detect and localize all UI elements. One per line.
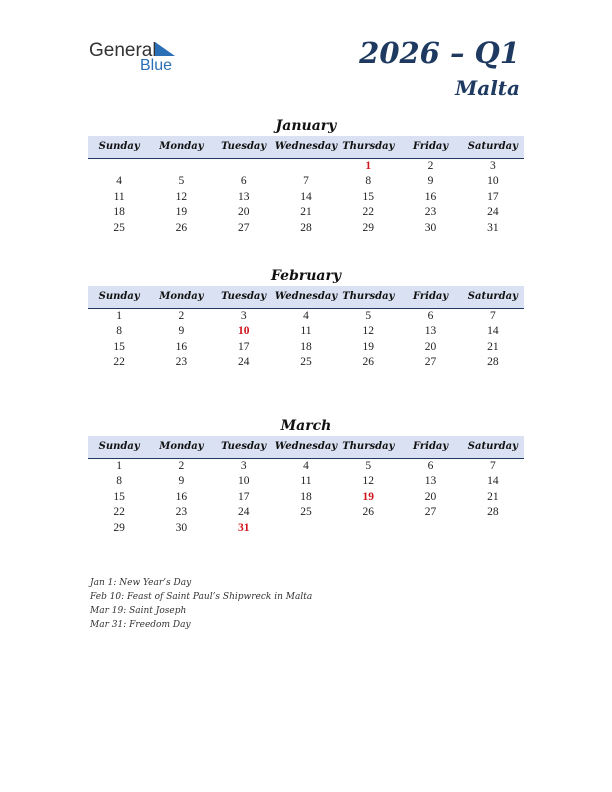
weekday-label: Monday <box>159 441 204 452</box>
day-cell: 21 <box>487 490 499 503</box>
day-cell: 10 <box>487 175 499 188</box>
day-cell <box>337 521 399 536</box>
month-january <box>88 116 524 236</box>
weekday-label: Wednesday <box>274 141 338 152</box>
day-cell: 17 <box>237 490 250 503</box>
generalblue-logo <box>89 40 173 74</box>
day-cell: 19 <box>175 206 188 219</box>
week-row <box>88 309 524 324</box>
day-cell: 15 <box>113 340 125 353</box>
day-cell: 6 <box>427 310 434 322</box>
day-cell: 25 <box>113 221 125 234</box>
day-cell: 6 <box>240 175 247 188</box>
day-cell: 26 <box>362 356 375 369</box>
day-cell <box>399 521 461 536</box>
day-cell: 3 <box>240 460 247 472</box>
weekday-header-row <box>88 286 524 309</box>
day-cell: 28 <box>300 221 312 234</box>
day-cell: 5 <box>365 460 372 472</box>
day-cell: 8 <box>116 325 123 338</box>
day-cell: 9 <box>427 175 434 188</box>
week-row <box>88 459 524 474</box>
day-cell: 1 <box>116 310 123 322</box>
day-cell <box>462 521 524 536</box>
weekday-label: Wednesday <box>274 441 338 452</box>
day-cell: 18 <box>113 206 125 219</box>
day-cell: 7 <box>303 175 309 188</box>
weekday-label: Sunday <box>98 291 140 302</box>
day-cell: 13 <box>424 475 437 488</box>
holiday-day-cell: 10 <box>237 325 250 338</box>
weekday-header-row <box>88 136 524 159</box>
day-cell: 22 <box>113 356 125 369</box>
month-february <box>88 266 524 371</box>
weekday-label: Friday <box>412 141 449 152</box>
page-title: 2026 – Q1 <box>359 36 520 70</box>
day-cell: 18 <box>300 490 312 503</box>
day-cell: 5 <box>365 310 372 322</box>
logo-flag-icon <box>155 42 175 56</box>
weekday-label: Thursday <box>342 141 395 152</box>
week-row <box>88 190 524 205</box>
day-cell: 27 <box>424 356 437 369</box>
day-cell: 21 <box>487 340 499 353</box>
day-cell: 28 <box>487 506 499 519</box>
day-cell: 12 <box>175 190 188 203</box>
week-row <box>88 324 524 339</box>
day-cell: 2 <box>178 460 185 472</box>
weekday-label: Tuesday <box>221 441 267 452</box>
day-cell: 2 <box>178 310 185 322</box>
week-row <box>88 521 524 536</box>
day-cell <box>275 159 337 174</box>
day-cell: 21 <box>300 206 312 219</box>
weekday-label: Monday <box>159 291 204 302</box>
day-cell: 7 <box>489 310 496 322</box>
day-cell: 16 <box>175 340 188 353</box>
day-cell: 3 <box>240 310 247 322</box>
day-cell: 15 <box>362 190 375 203</box>
weekday-label: Friday <box>412 441 449 452</box>
weekday-label: Monday <box>159 141 204 152</box>
day-cell: 30 <box>175 521 188 534</box>
day-cell <box>213 159 275 174</box>
day-cell: 22 <box>362 206 375 219</box>
day-cell: 8 <box>116 475 123 488</box>
day-cell: 14 <box>487 475 499 488</box>
holiday-day-cell: 19 <box>362 490 375 503</box>
day-cell: 4 <box>303 310 309 322</box>
day-cell <box>275 521 337 536</box>
weekday-label: Friday <box>412 291 449 302</box>
month-name: March <box>280 418 332 434</box>
month-march <box>88 416 524 536</box>
weekday-label: Sunday <box>98 441 140 452</box>
holiday-note: Jan 1: New Year’s Day <box>90 578 192 588</box>
day-cell: 11 <box>300 325 312 338</box>
day-cell: 24 <box>237 506 250 519</box>
weekday-label: Saturday <box>467 291 518 302</box>
day-cell: 29 <box>362 221 375 234</box>
day-cell: 9 <box>178 475 185 488</box>
day-cell: 30 <box>424 221 437 234</box>
day-cell: 4 <box>116 175 123 188</box>
week-row <box>88 221 524 236</box>
weekday-label: Wednesday <box>274 291 338 302</box>
week-row <box>88 490 524 505</box>
day-cell: 3 <box>489 160 496 172</box>
day-cell: 2 <box>427 160 434 172</box>
country-name: Malta <box>455 76 520 100</box>
weekday-label: Saturday <box>467 441 518 452</box>
day-cell: 16 <box>424 190 437 203</box>
day-cell: 7 <box>489 460 496 472</box>
week-row <box>88 505 524 520</box>
day-cell: 29 <box>113 521 125 534</box>
day-cell: 10 <box>237 475 250 488</box>
day-cell: 1 <box>116 460 123 472</box>
day-cell: 27 <box>237 221 250 234</box>
weekday-label: Thursday <box>342 291 395 302</box>
day-cell: 13 <box>424 325 437 338</box>
week-row <box>88 159 524 174</box>
holiday-note: Mar 19: Saint Joseph <box>90 606 187 616</box>
holiday-note: Feb 10: Feast of Saint Paul’s Shipwreck in Malta <box>90 592 313 602</box>
holiday-note: Mar 31: Freedom Day <box>90 620 191 630</box>
day-cell: 24 <box>487 206 499 219</box>
logo-blue-text: Blue <box>140 57 173 74</box>
day-cell: 26 <box>362 506 375 519</box>
day-cell: 23 <box>175 356 188 369</box>
day-cell: 28 <box>487 356 499 369</box>
day-cell: 17 <box>237 340 250 353</box>
weekday-label: Tuesday <box>221 291 267 302</box>
logo-general-text: General <box>89 40 157 61</box>
day-cell: 11 <box>300 475 312 488</box>
holiday-notes <box>90 576 312 632</box>
week-row <box>88 355 524 370</box>
day-cell: 25 <box>300 506 312 519</box>
weekday-label: Saturday <box>467 141 518 152</box>
holiday-day-cell: 31 <box>237 521 250 534</box>
day-cell <box>88 159 150 174</box>
week-row <box>88 205 524 220</box>
week-row <box>88 340 524 355</box>
day-cell: 15 <box>113 490 125 503</box>
day-cell: 4 <box>303 460 309 472</box>
day-cell: 16 <box>175 490 188 503</box>
day-cell: 14 <box>300 190 312 203</box>
day-cell <box>150 159 212 174</box>
day-cell: 9 <box>178 325 185 338</box>
day-cell: 17 <box>487 190 499 203</box>
day-cell: 12 <box>362 475 375 488</box>
day-cell: 25 <box>300 356 312 369</box>
day-cell: 13 <box>237 190 250 203</box>
day-cell: 19 <box>362 340 375 353</box>
week-row <box>88 174 524 189</box>
day-cell: 18 <box>300 340 312 353</box>
weekday-label: Thursday <box>342 441 395 452</box>
day-cell: 5 <box>178 175 185 188</box>
day-cell: 23 <box>175 506 188 519</box>
day-cell: 20 <box>237 206 250 219</box>
weekday-header-row <box>88 436 524 459</box>
weekday-label: Tuesday <box>221 141 267 152</box>
day-cell: 26 <box>175 221 188 234</box>
weekday-label: Sunday <box>98 141 140 152</box>
day-cell: 11 <box>113 190 125 203</box>
day-cell: 31 <box>487 221 499 234</box>
day-cell: 12 <box>362 325 375 338</box>
day-cell: 24 <box>237 356 250 369</box>
month-name: January <box>275 118 337 134</box>
month-name: February <box>270 268 341 284</box>
day-cell: 23 <box>424 206 437 219</box>
day-cell: 6 <box>427 460 434 472</box>
day-cell: 22 <box>113 506 125 519</box>
day-cell: 8 <box>365 175 372 188</box>
holiday-day-cell: 1 <box>365 160 372 172</box>
day-cell: 27 <box>424 506 437 519</box>
week-row <box>88 474 524 489</box>
day-cell: 20 <box>424 490 437 503</box>
day-cell: 20 <box>424 340 437 353</box>
day-cell: 14 <box>487 325 499 338</box>
